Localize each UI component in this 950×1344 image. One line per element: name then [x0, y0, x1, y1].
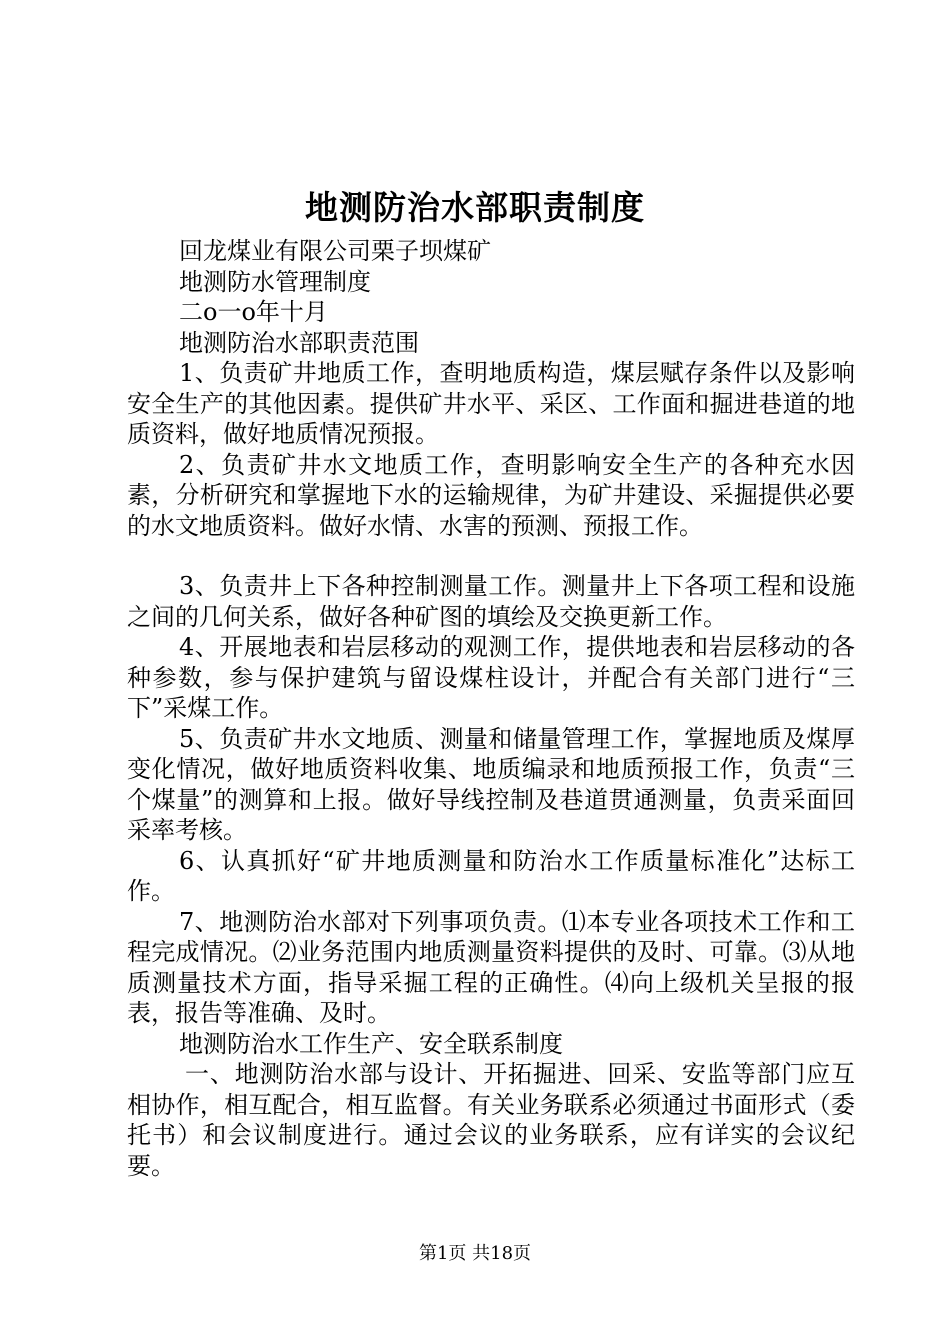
paragraph-company: 回龙煤业有限公司栗子坝煤矿: [179, 237, 491, 265]
paragraph-item-7: 7、地测防治水部对下列事项负责。⑴本专业各项技术工作和工程完成情况。⑵业务范围内地质测量资料提供的及时、可靠。⑶从地质测量技术方面，指导采掘工程的正确性。⑷向上级机关呈报的报表，报告等准确、及时。: [127, 907, 855, 1027]
paragraph-item-5: 5、负责矿井水文地质、测量和储量管理工作，掌握地质及煤厚变化情况，做好地质资料收集、地质编录和地质预报工作，负责“三个煤量”的测算和上报。做好导线控制及巷道贯通测量，负责采面回采率考核。: [127, 724, 855, 844]
paragraph-section-heading: 地测防治水部职责范围: [179, 328, 419, 357]
paragraph-item-1: 1、负责矿井地质工作，查明地质构造，煤层赋存条件以及影响安全生产的其他因素。提供矿井水平、采区、工作面和掘进巷道的地质资料，做好地质情况预报。: [127, 359, 855, 448]
page-footer: 第1页 共18页: [418, 1243, 532, 1264]
paragraph-rule-1: 一、地测防治水部与设计、开拓掘进、回采、安监等部门应互相协作，相互配合，相互监督。有关业务联系必须通过书面形式（委托书）和会议制度进行。通过会议的业务联系，应有详实的会议纪要。: [127, 1060, 855, 1180]
document-title: 地测防治水部职责制度: [305, 188, 645, 227]
paragraph-item-3: 3、负责井上下各种控制测量工作。测量井上下各项工程和设施之间的几何关系，做好各种矿图的填绘及交换更新工作。: [127, 572, 855, 631]
paragraph-item-4: 4、开展地表和岩层移动的观测工作，提供地表和岩层移动的各种参数，参与保护建筑与留设煤柱设计，并配合有关部门进行“三下”采煤工作。: [127, 633, 855, 722]
paragraph-date: 二o一o年十月: [179, 298, 328, 326]
paragraph-item-2: 2、负责矿井水文地质工作，查明影响安全生产的各种充水因素，分析研究和掌握地下水的运输规律，为矿井建设、采掘提供必要的水文地质资料。做好水情、水害的预测、预报工作。: [127, 450, 855, 540]
paragraph-subtitle: 地测防水管理制度: [179, 267, 371, 296]
paragraph-section-heading-2: 地测防治水工作生产、安全联系制度: [179, 1029, 563, 1058]
document-body: [127, 236, 855, 1181]
paragraph-item-6: 6、认真抓好“矿井地质测量和防治水工作质量标准化”达标工作。: [127, 846, 855, 905]
